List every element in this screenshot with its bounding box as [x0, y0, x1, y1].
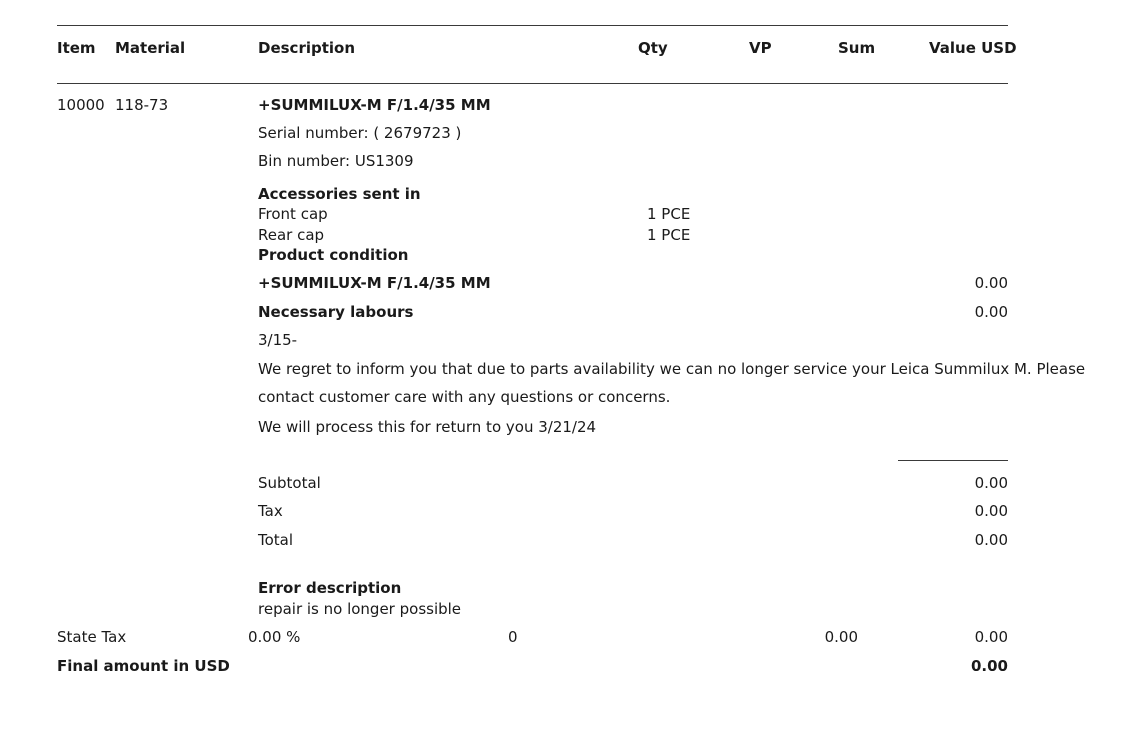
- header-qty: Qty: [638, 39, 668, 57]
- total-value: 0.00: [974, 531, 1008, 549]
- final-amount-label: Final amount in USD: [57, 657, 230, 675]
- subtotal-label: Subtotal: [258, 474, 321, 492]
- tax-label: Tax: [258, 502, 283, 520]
- error-text: repair is no longer possible: [258, 600, 462, 618]
- header-bottom-rule: [57, 83, 1008, 84]
- header-value: Value USD: [929, 39, 1017, 57]
- material-number: 118-73: [115, 96, 169, 114]
- state-tax-rate: 0.00 %: [248, 628, 301, 646]
- header-item: Item: [57, 39, 96, 57]
- product-name: +SUMMILUX-M F/1.4/35 MM: [258, 96, 491, 114]
- subtotal-rule: [898, 460, 1008, 461]
- accessory-name: Rear cap: [258, 226, 325, 244]
- header-description: Description: [258, 39, 356, 57]
- serial-number: Serial number: ( 2679723 ): [258, 124, 462, 142]
- final-amount-value: 0.00: [970, 657, 1008, 675]
- accessory-name: Front cap: [258, 205, 328, 223]
- accessories-title: Accessories sent in: [258, 185, 421, 203]
- bin-number: Bin number: US1309: [258, 152, 414, 170]
- condition-product: +SUMMILUX-M F/1.4/35 MM: [258, 274, 491, 292]
- notice-line-1: We regret to inform you that due to parts availability we can no longer service your Leica Summilux M. Please: [258, 360, 1086, 378]
- labour-code: 3/15-: [258, 331, 298, 349]
- tax-value: 0.00: [974, 502, 1008, 520]
- accessory-qty: 1 PCE: [647, 205, 691, 223]
- notice-line-3: We will process this for return to you 3/21/24: [258, 418, 597, 436]
- state-tax-value: 0.00: [974, 628, 1008, 646]
- state-tax-base: 0: [508, 628, 518, 646]
- state-tax-sum: 0.00: [824, 628, 858, 646]
- labours-value: 0.00: [974, 303, 1008, 321]
- header-sum: Sum: [838, 39, 876, 57]
- header-vp: VP: [749, 39, 772, 57]
- accessory-qty: 1 PCE: [647, 226, 691, 244]
- subtotal-value: 0.00: [974, 474, 1008, 492]
- condition-title: Product condition: [258, 246, 409, 264]
- header-top-rule: [57, 25, 1008, 26]
- total-label: Total: [258, 531, 294, 549]
- header-material: Material: [115, 39, 186, 57]
- notice-line-2: contact customer care with any questions or concerns.: [258, 388, 671, 406]
- error-title: Error description: [258, 579, 402, 597]
- state-tax-label: State Tax: [57, 628, 127, 646]
- item-number: 10000: [57, 96, 105, 114]
- labours-title: Necessary labours: [258, 303, 414, 321]
- condition-value: 0.00: [974, 274, 1008, 292]
